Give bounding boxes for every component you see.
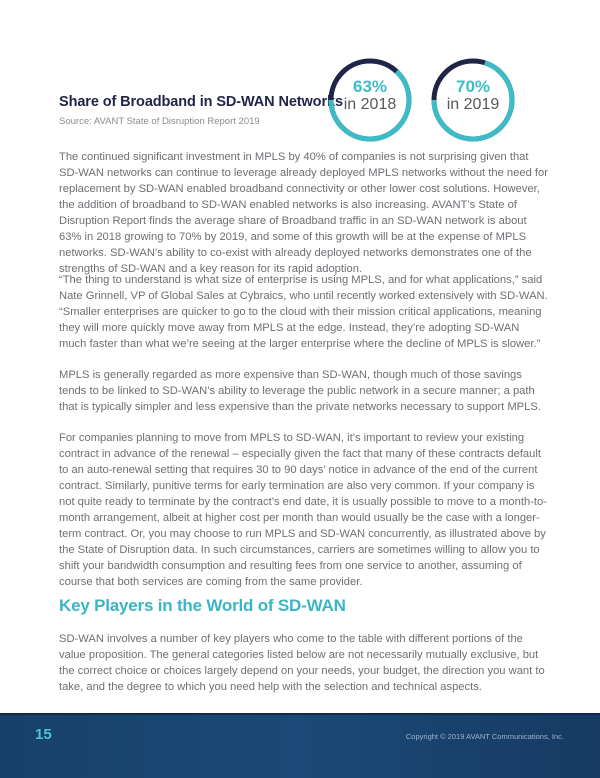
body-paragraph-5: SD-WAN involves a number of key players who come to the table with different portions of the value proposition. The general categories listed below are not necessarily mutually exclusive, but the correct choice or choices largely depend on your needs, your budget, the direction you want to take, and the degree to which you need help with the selection and technical aspects. — [59, 633, 545, 693]
ring-percent: 70% — [455, 77, 491, 96]
page-footer — [0, 713, 600, 778]
body-paragraph-4: For companies planning to move from MPLS to SD-WAN, it’s important to review your existing contract in advance of the renewal – especially given the fact that many of these contracts default to an auto-renewal setting that requires 30 to 90 days’ notice in advance of the end of the current contract. Similarly, punitive terms for early termination are also very common. If your company is not quite ready to terminate by the contract’s end date, it is usually possible to move to a month-to-month arrangement, albeit at higher cost per month than would usually be the case with a longer-term contract. Or, you may choose to run MPLS and SD-WAN concurrently, as illustrated above by the State of Disruption data. In such circumstances, carriers are sometimes willing to allow you to shift your bandwidth consumption and resulting fees from one service to another, assuming of course that both services are coming from the same provider. — [59, 432, 547, 588]
body-paragraph-1: The continued significant investment in MPLS by 40% of companies is not surprising given that SD-WAN networks can continue to leverage already deployed MPLS networks without the need for replacement by SD-WAN enabled broadband connectivity or other lower cost solutions. However, the addition of broadband to SD-WAN enabled networks is also increasing. AVANT’s State of Disruption Report finds the average share of Broadband traffic in an SD-WAN network is about 63% in 2018 growing to 70% by 2019, and some of this growth will be at the expense of MPLS networks. SD-WAN’s ability to co-exist with already deployed networks demonstrates one of the strengths of SD-WAN and a key reason for its rapid adoption. — [59, 151, 548, 275]
ring-percent: 63% — [352, 77, 388, 96]
copyright-text: Copyright © 2019 AVANT Communications, Inc. — [405, 732, 564, 741]
ring-chart-2019 — [430, 57, 516, 143]
chart-title: Share of Broadband in SD-WAN Networks — [59, 94, 343, 110]
section-heading: Key Players in the World of SD-WAN — [59, 596, 346, 615]
chart-source: Source: AVANT State of Disruption Report 2019 — [59, 116, 260, 127]
body-paragraph-3: MPLS is generally regarded as more expensive than SD-WAN, though much of those savings tends to be linked to SD-WAN’s ability to leverage the public network in a secure manner; a path that is typically simpler and less expensive than the private networks necessary to support MPLS. — [59, 369, 541, 413]
ring-year: in 2018 — [343, 96, 397, 113]
body-paragraph-quote: “The thing to understand is what size of enterprise is using MPLS, and for what applications,” said Nate Grinnell, VP of Global Sales at Cybraics, who until recently worked extensively with SD-WAN. “Smaller enterprises are quicker to go to the cloud with their mission critical applications, meaning they will more quickly move away from MPLS at the edge. Instead, they’re adopting SD-WAN much faster than what we’re seeing at the larger enterprise where the decline of MPLS is slower.” — [59, 274, 548, 350]
ring-chart-2018 — [327, 57, 413, 143]
page-number: 15 — [35, 726, 52, 743]
ring-year: in 2019 — [446, 96, 500, 113]
